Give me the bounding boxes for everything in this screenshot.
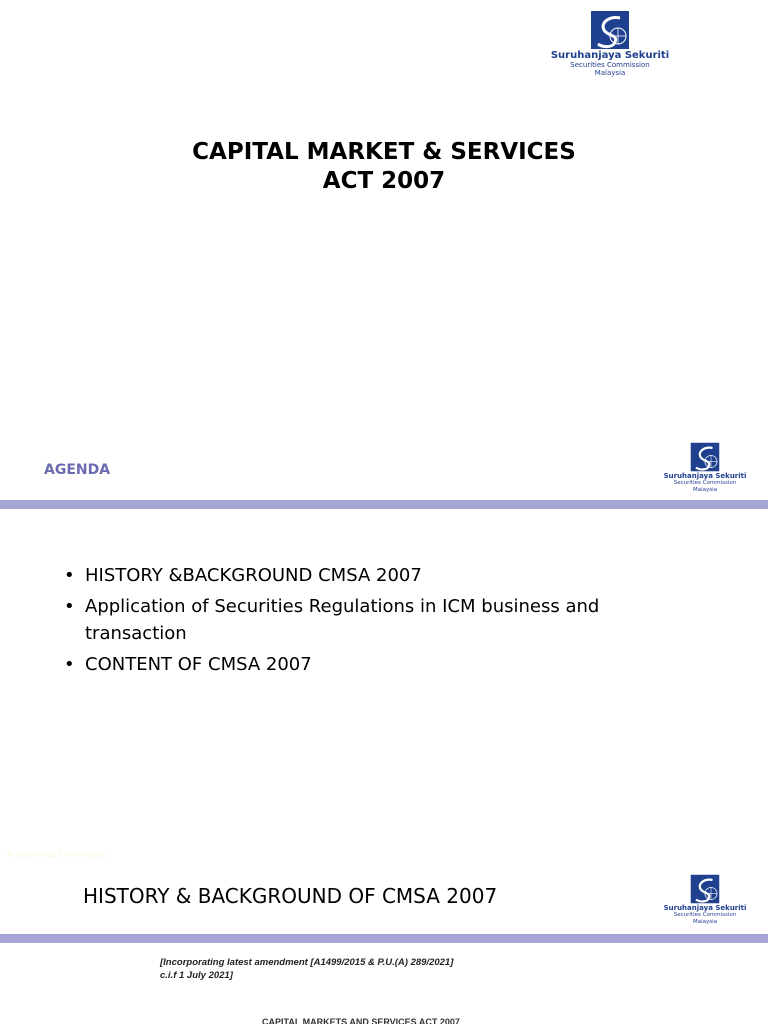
logo-line-3: Malaysia <box>692 918 718 925</box>
logo-line-2: Securities Commission <box>570 61 650 69</box>
sc-logo <box>660 874 750 925</box>
agenda-list <box>64 562 684 682</box>
effective-date: c.i.f 1 July 2021] <box>160 970 233 981</box>
list-item <box>64 562 684 589</box>
header-divider <box>0 934 768 943</box>
logo-line-1: Suruhanjaya Sekuriti <box>663 904 747 912</box>
sc-logo <box>548 10 672 77</box>
bullet-icon: • <box>64 596 75 617</box>
sc-emblem-icon <box>590 10 630 50</box>
title-slide <box>0 0 768 432</box>
amendment-note: [Incorporating latest amendment [A1499/2015 & P.U.(A) 289/2021] <box>160 957 454 968</box>
sc-emblem-icon <box>690 874 720 904</box>
slide-title-line-1: CAPITAL MARKET & SERVICES <box>192 139 576 165</box>
faint-footer-text: © Securities Commission <box>6 850 108 859</box>
agenda-item-text: Application of Securities Regulations in ICM business and transaction <box>85 596 600 644</box>
slide-title <box>0 138 768 196</box>
logo-line-1: Suruhanjaya Sekuriti <box>663 472 747 480</box>
bullet-icon: • <box>64 565 75 586</box>
logo-line-3: Malaysia <box>594 69 626 77</box>
logo-line-2: Securities Commission <box>673 480 737 486</box>
history-heading: HISTORY & BACKGROUND OF CMSA 2007 <box>83 884 498 908</box>
slide-title-line-2: ACT 2007 <box>322 168 446 194</box>
header-divider <box>0 500 768 509</box>
bullet-icon: • <box>64 654 75 675</box>
history-slide <box>0 864 768 1024</box>
agenda-heading: AGENDA <box>44 462 111 478</box>
agenda-item-text: HISTORY &BACKGROUND CMSA 2007 <box>85 565 422 586</box>
sc-emblem-icon <box>690 442 720 472</box>
list-item <box>64 651 684 678</box>
sc-logo <box>660 442 750 493</box>
list-item <box>64 593 684 647</box>
agenda-item-text: CONTENT OF CMSA 2007 <box>85 654 312 675</box>
agenda-slide <box>0 432 768 864</box>
logo-line-2: Securities Commission <box>673 912 737 918</box>
document-excerpt <box>160 956 453 982</box>
logo-line-3: Malaysia <box>692 486 718 493</box>
act-title: CAPITAL MARKETS AND SERVICES ACT 2007 <box>262 1017 460 1024</box>
logo-line-1: Suruhanjaya Sekuriti <box>550 50 670 61</box>
